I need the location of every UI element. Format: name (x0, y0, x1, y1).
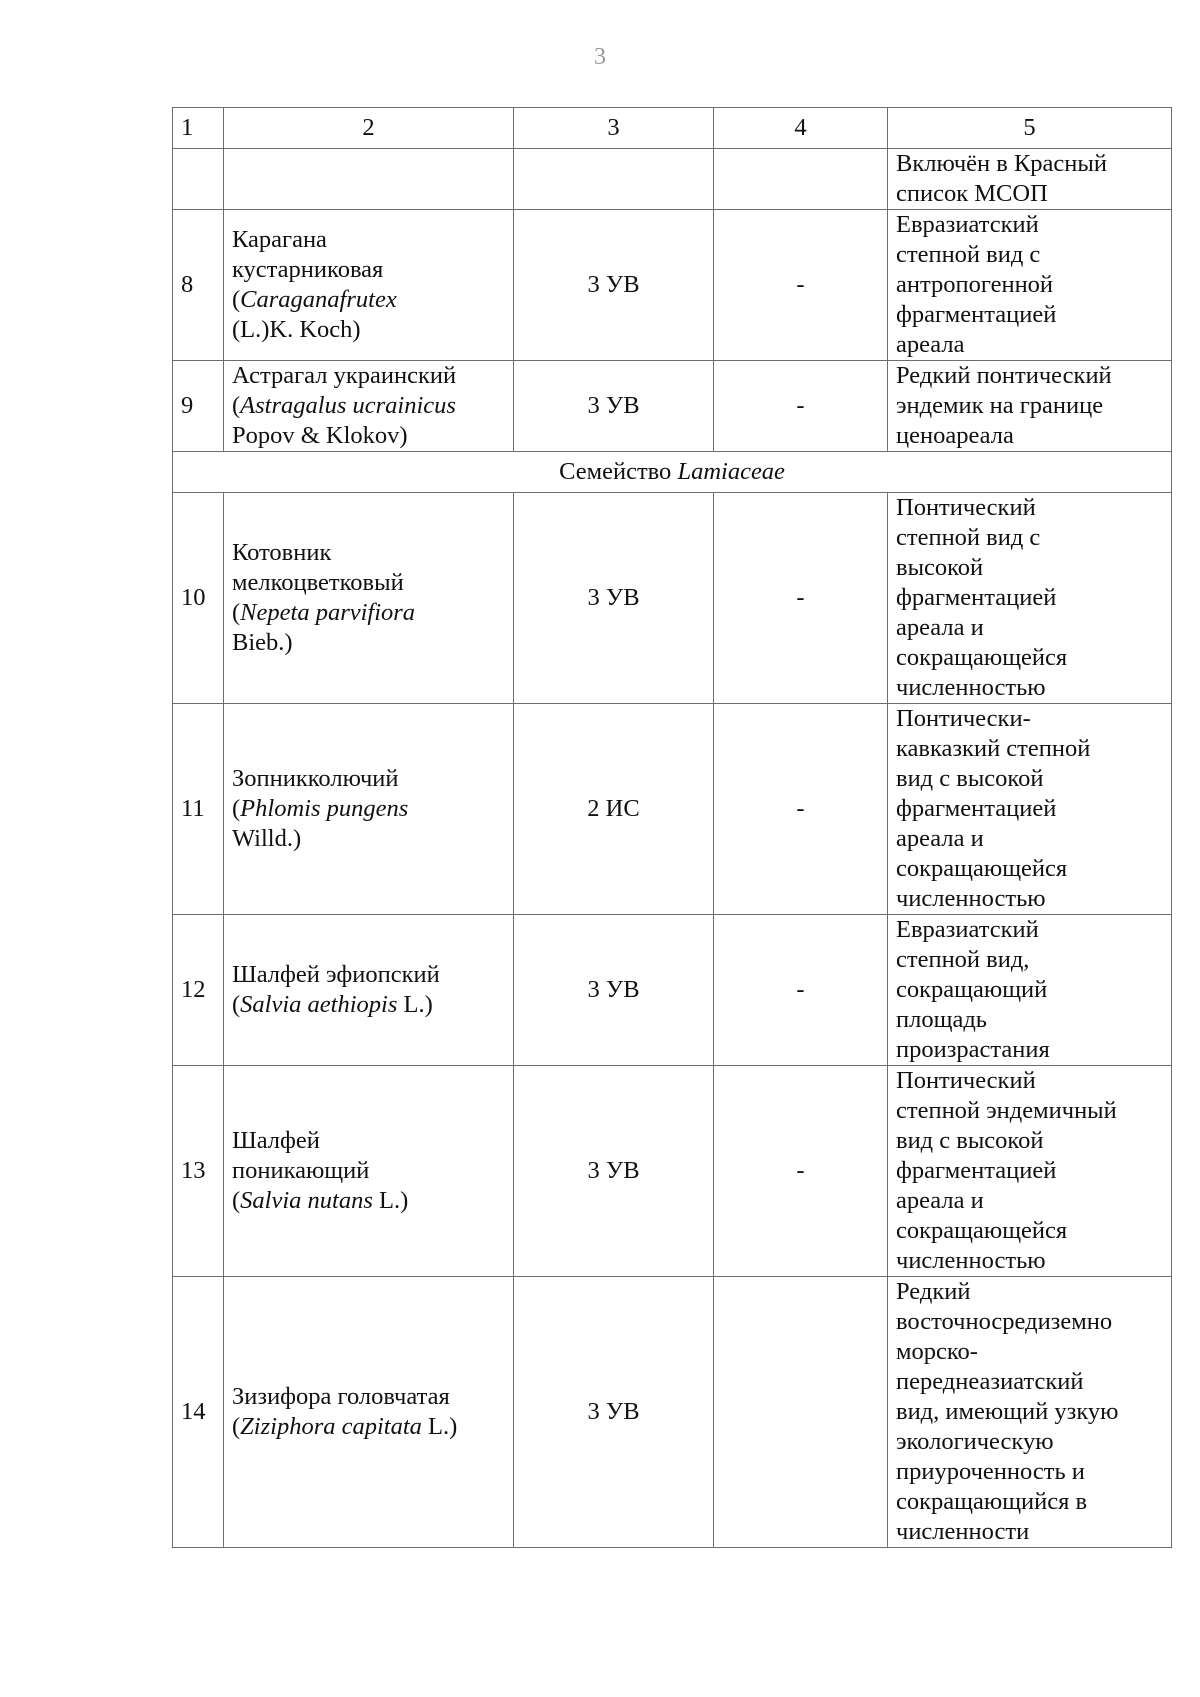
col4-cell (714, 149, 888, 210)
latin-name-line (232, 598, 505, 628)
note-line: сокращающейся (896, 855, 1068, 882)
latin-author: (L.)K. Koch) (232, 316, 361, 343)
latin-name-line (232, 391, 505, 421)
species-name-cell (224, 149, 514, 210)
note-line: вид с высокой (896, 1127, 1044, 1154)
family-row (173, 452, 1172, 493)
species-table (172, 107, 1172, 1548)
table-row (173, 915, 1172, 1066)
header-col-1: 1 (173, 108, 224, 149)
note-cell (888, 493, 1172, 704)
note-line: восточносредиземно (896, 1308, 1113, 1335)
note-cell (888, 704, 1172, 915)
note-line: фрагментацией (896, 301, 1057, 328)
note-line: Евразиатский (896, 211, 1039, 238)
latin-name: Nepeta parvifiora (240, 599, 416, 626)
category-cell: 3 УВ (514, 1066, 714, 1277)
col4-cell (714, 1277, 888, 1548)
table-row (173, 210, 1172, 361)
latin-name-line (232, 1186, 505, 1216)
note-line: Понтический (896, 1067, 1036, 1094)
note-line: численностью (896, 674, 1046, 701)
species-name-line: мелкоцветковый (232, 569, 404, 596)
row-number: 12 (173, 915, 224, 1066)
note-cell (888, 149, 1172, 210)
note-line: численностью (896, 1247, 1046, 1274)
note-line: фрагментацией (896, 584, 1057, 611)
header-col-4: 4 (714, 108, 888, 149)
note-line: степной вид с (896, 524, 1041, 551)
row-number: 13 (173, 1066, 224, 1277)
latin-prefix: ( (232, 599, 241, 626)
note-line: вид, имеющий узкую (896, 1398, 1119, 1425)
latin-name-line (232, 285, 505, 315)
note-line: фрагментацией (896, 795, 1057, 822)
col4-cell: - (714, 704, 888, 915)
note-line: кавказкий степной (896, 735, 1091, 762)
header-col-3: 3 (514, 108, 714, 149)
note-line: численностью (896, 885, 1046, 912)
note-line: вид с высокой (896, 765, 1044, 792)
latin-author: L.) (397, 991, 433, 1018)
species-name-cell (224, 704, 514, 915)
species-name-line: поникающий (232, 1157, 370, 1184)
family-name: Lamiaceae (677, 458, 785, 485)
species-name-line: Шалфей эфиопский (232, 961, 440, 988)
latin-prefix: ( (232, 286, 241, 313)
species-name-cell (224, 915, 514, 1066)
row-number: 14 (173, 1277, 224, 1548)
table-row (173, 361, 1172, 452)
note-line: переднеазиатский (896, 1368, 1084, 1395)
note-line: высокой (896, 554, 984, 581)
header-col-2: 2 (224, 108, 514, 149)
row-number: 9 (173, 361, 224, 452)
latin-author: L.) (372, 1187, 409, 1214)
latin-name-line (232, 990, 505, 1020)
species-name-line: Зопникколючий (232, 765, 399, 792)
note-line: сокращающий (896, 976, 1048, 1003)
latin-author: L.) (421, 1413, 458, 1440)
col4-cell: - (714, 361, 888, 452)
category-cell: 3 УВ (514, 210, 714, 361)
latin-prefix: ( (232, 1413, 241, 1440)
species-name-line: Астрагал украинский (232, 362, 457, 389)
family-heading (173, 452, 1172, 493)
note-line: ареала и (896, 614, 984, 641)
note-line: фрагментацией (896, 1157, 1057, 1184)
species-name-line: Зизифора головчатая (232, 1383, 450, 1410)
col4-cell: - (714, 1066, 888, 1277)
note-line: Понтический (896, 494, 1036, 521)
species-name-cell (224, 493, 514, 704)
table-body (173, 108, 1172, 1548)
row-number: 10 (173, 493, 224, 704)
note-line: сокращающейся (896, 644, 1068, 671)
col4-cell: - (714, 493, 888, 704)
note-line: морско- (896, 1338, 978, 1365)
note-line: степной вид с (896, 241, 1041, 268)
latin-name: Astragalus ucrainicus (240, 392, 456, 419)
row-number: 11 (173, 704, 224, 915)
note-line: ареала (896, 331, 965, 358)
latin-name-line (232, 794, 505, 824)
note-line: приуроченность и (896, 1458, 1085, 1485)
latin-author: Willd.) (232, 825, 302, 852)
category-cell: 3 УВ (514, 915, 714, 1066)
table-row (173, 493, 1172, 704)
category-cell: 3 УВ (514, 1277, 714, 1548)
latin-name: Caraganafrutex (240, 286, 397, 313)
note-cell (888, 1066, 1172, 1277)
note-line: численности (896, 1518, 1030, 1545)
category-cell: 2 ИС (514, 704, 714, 915)
note-line: ареала и (896, 1187, 984, 1214)
note-line: Редкий (896, 1278, 971, 1305)
page-number: 3 (594, 44, 606, 70)
species-name-line: Карагана (232, 226, 327, 253)
species-name-line: Котовник (232, 539, 332, 566)
note-line: экологическую (896, 1428, 1054, 1455)
latin-name: Salvia nutans (240, 1187, 373, 1214)
note-line: антропогенной (896, 271, 1054, 298)
latin-author: Popov & Klokov) (232, 422, 408, 449)
row-number (173, 149, 224, 210)
latin-prefix: ( (232, 991, 241, 1018)
note-cell (888, 915, 1172, 1066)
note-cell (888, 1277, 1172, 1548)
note-cell (888, 210, 1172, 361)
note-line: площадь (896, 1006, 987, 1033)
latin-prefix: ( (232, 1187, 241, 1214)
latin-name: Phlomis pungens (240, 795, 409, 822)
note-line: Евразиатский (896, 916, 1039, 943)
note-line: Редкий понтический (896, 362, 1112, 389)
latin-name: Salvia aethiopis (240, 991, 398, 1018)
note-line: список МСОП (896, 180, 1048, 207)
header-col-5: 5 (888, 108, 1172, 149)
note-line: ценоареала (896, 422, 1014, 449)
note-line: сокращающейся (896, 1217, 1068, 1244)
category-cell: 3 УВ (514, 493, 714, 704)
note-line: произрастания (896, 1036, 1050, 1063)
category-cell (514, 149, 714, 210)
note-line: Включён в Красный (896, 150, 1107, 177)
note-cell (888, 361, 1172, 452)
species-name-cell (224, 210, 514, 361)
table-row (173, 704, 1172, 915)
species-name-line: Шалфей (232, 1127, 320, 1154)
note-line: степной эндемичный (896, 1097, 1117, 1124)
row-number: 8 (173, 210, 224, 361)
table-row (173, 1066, 1172, 1277)
table-row (173, 1277, 1172, 1548)
category-cell: 3 УВ (514, 361, 714, 452)
note-line: Понтически- (896, 705, 1031, 732)
species-name-cell (224, 361, 514, 452)
family-label: Семейство (559, 458, 672, 485)
note-line: эндемик на границе (896, 392, 1104, 419)
species-name-cell (224, 1066, 514, 1277)
latin-name-line (232, 1412, 505, 1442)
latin-prefix: ( (232, 795, 241, 822)
latin-prefix: ( (232, 392, 241, 419)
latin-author: Bieb.) (232, 629, 293, 656)
species-name-line: кустарниковая (232, 256, 384, 283)
table-row (173, 149, 1172, 210)
note-line: сокращающийся в (896, 1488, 1088, 1515)
table-header-row (173, 108, 1172, 149)
species-name-cell (224, 1277, 514, 1548)
latin-name: Ziziphora capitata (240, 1413, 422, 1440)
col4-cell: - (714, 915, 888, 1066)
note-line: степной вид, (896, 946, 1030, 973)
note-line: ареала и (896, 825, 984, 852)
col4-cell: - (714, 210, 888, 361)
